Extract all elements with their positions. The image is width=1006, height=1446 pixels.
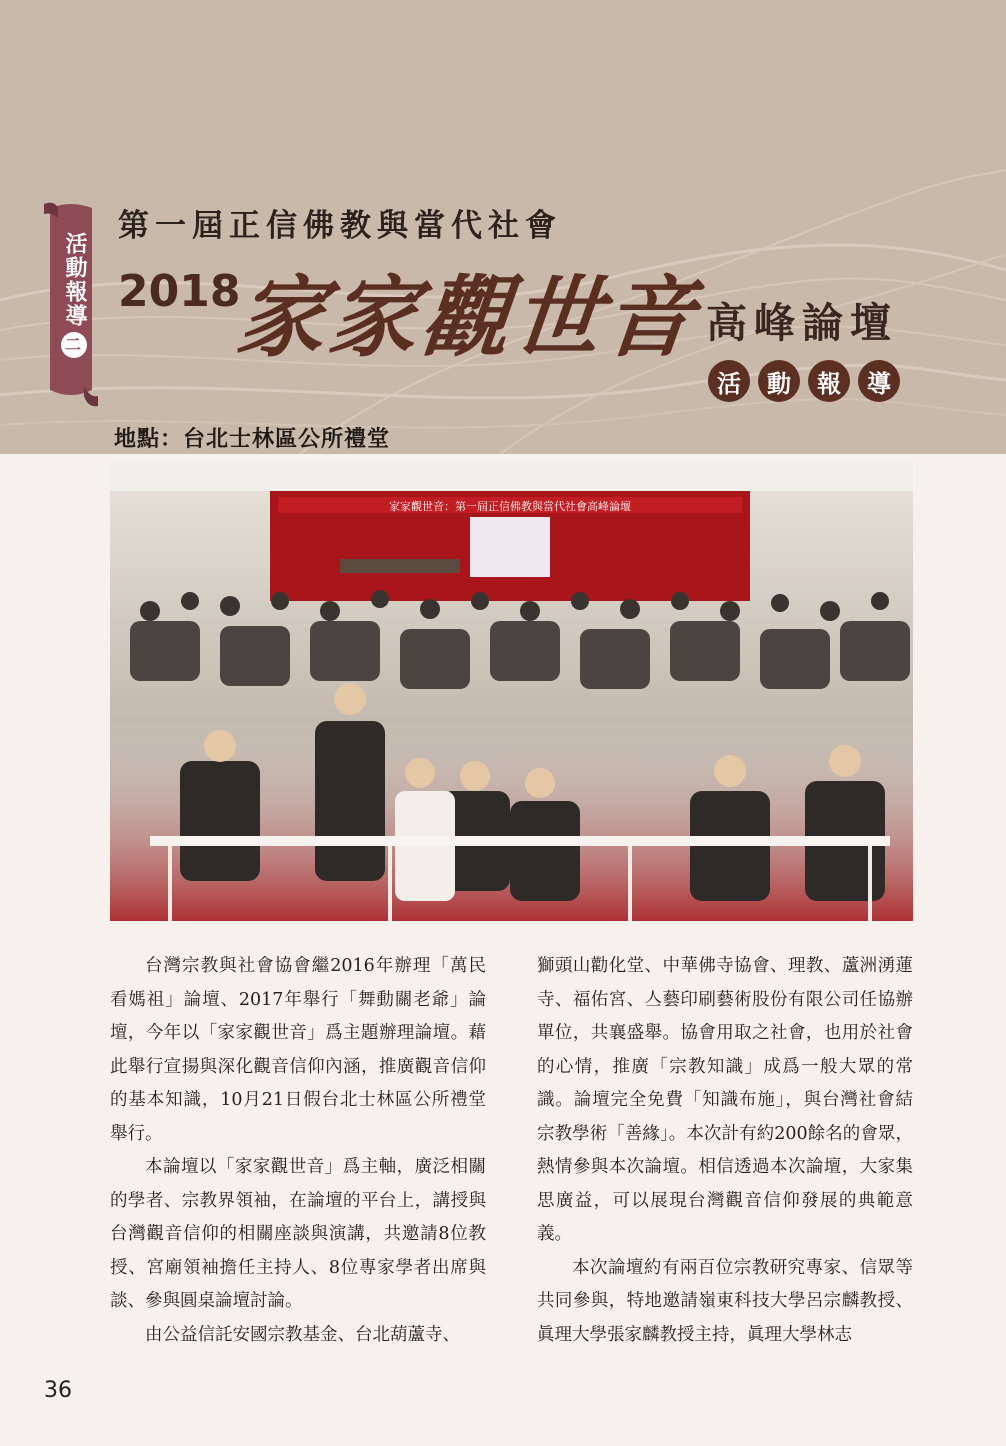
banner-text: 家家觀世音：第一屆正信佛教與當代社會高峰論壇	[389, 500, 631, 513]
article-column-left	[110, 950, 486, 1352]
paragraph: 本論壇以「家家觀世音」爲主軸，廣泛相關的學者、宗教界領袖，在論壇的平台上，講授與台灣觀音信仰的相關座談與演講，共邀請8位教授、宮廟領袖擔任主持人、8位專家學者出席與談、參與圓桌論壇討論。	[110, 1157, 486, 1311]
report-badge: 動	[758, 360, 800, 402]
event-photo	[110, 461, 913, 921]
side-number: 二	[61, 332, 87, 358]
side-label: 活動報導二	[58, 232, 88, 358]
page-number: 36	[44, 1378, 72, 1403]
paragraph: 本次論壇約有兩百位宗教研究專家、信眾等共同參與，特地邀請嶺東科技大學呂宗麟教授、眞理大學張家麟教授主持，眞理大學林志	[537, 1257, 913, 1345]
report-badge: 活	[708, 360, 750, 402]
year: 2018	[118, 266, 241, 317]
forum-title: 高峰論壇	[706, 299, 898, 347]
article-column-right	[537, 950, 913, 1352]
report-badges	[708, 360, 900, 402]
paragraph: 由公益信託安國宗教基金、台北葫蘆寺、	[145, 1324, 460, 1345]
report-badge: 報	[808, 360, 850, 402]
event-photo-illustration	[110, 461, 913, 921]
paragraph: 台灣宗教與社會協會繼2016年辦理「萬民看媽祖」論壇、2017年舉行「舞動關老爺」論壇，今年以「家家觀世音」爲主題辦理論壇。藉此舉行宣揚與深化觀音信仰內涵，推廣觀音信仰的基本知識，10月21日假台北士林區公所禮堂舉行。	[110, 956, 486, 1144]
paragraph: 獅頭山勸化堂、中華佛寺協會、理教、蘆洲湧蓮寺、福佑宮、亼藝印刷藝術股份有限公司任協辦單位，共襄盛舉。協會用取之社會，也用於社會的心情，推廣「宗教知識」成爲一般大眾的常識。論壇完全免費「知識布施」，與台灣社會結宗教學術「善緣」。本次計有約200餘名的會眾，熱情參與本次論壇。相信透過本次論壇，大家集思廣益，可以展現台灣觀音信仰發展的典範意義。	[537, 956, 913, 1244]
subtitle: 第一屆正信佛教與當代社會	[118, 208, 562, 244]
report-badge: 導	[858, 360, 900, 402]
location: 地點：台北士林區公所禮堂	[114, 426, 391, 452]
header-banner	[0, 0, 1006, 454]
main-title: 家家觀世音	[231, 265, 703, 369]
